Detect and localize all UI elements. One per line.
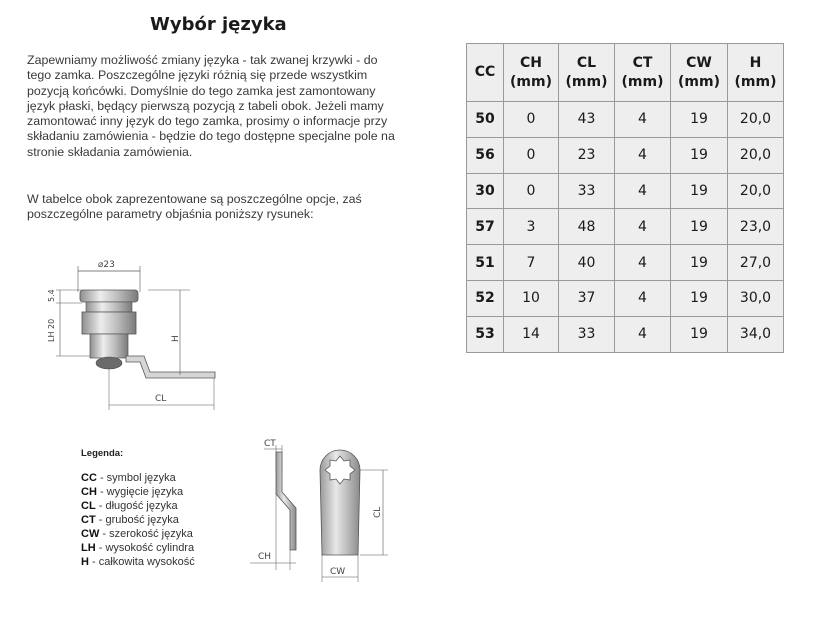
cell-cl: 33	[559, 173, 615, 209]
cam-dimension-drawing	[250, 430, 400, 630]
header-ch: CH (mm)	[504, 44, 559, 102]
legend-item-cl: CL - długość języka	[81, 500, 178, 512]
cell-cl: 40	[559, 245, 615, 281]
cell-cw: 19	[671, 173, 728, 209]
cell-cc: 51	[467, 245, 504, 281]
header-cl: CL (mm)	[559, 44, 615, 102]
cell-ch: 0	[504, 102, 559, 138]
header-h: H (mm)	[728, 44, 784, 102]
cell-h: 20,0	[728, 173, 784, 209]
lh-label: LH 20	[47, 318, 56, 342]
cell-cw: 19	[671, 209, 728, 245]
table-row	[467, 137, 784, 173]
ch-label: CH	[258, 552, 272, 562]
top-label: 5.4	[47, 289, 56, 302]
legend-item-lh: LH - wysokość cylindra	[81, 542, 195, 554]
legend-item-ch: CH - wygięcie języka	[81, 486, 184, 498]
cell-ct: 4	[615, 245, 671, 281]
header-cc: CC	[467, 44, 504, 102]
cell-ch: 0	[504, 137, 559, 173]
cell-cc: 52	[467, 280, 504, 316]
cell-cc: 50	[467, 102, 504, 138]
legend-item-ct: CT - grubość języka	[81, 514, 179, 526]
legend-title: Legenda:	[81, 448, 124, 459]
table-row	[467, 173, 784, 209]
cell-cw: 19	[671, 280, 728, 316]
cell-ct: 4	[615, 102, 671, 138]
table-row	[467, 209, 784, 245]
cell-ct: 4	[615, 280, 671, 316]
cell-h: 20,0	[728, 137, 784, 173]
cell-cc: 30	[467, 173, 504, 209]
cell-ch: 0	[504, 173, 559, 209]
table-row	[467, 245, 784, 281]
cell-h: 23,0	[728, 209, 784, 245]
header-cw: CW (mm)	[671, 44, 728, 102]
cell-cw: 19	[671, 316, 728, 352]
legend-item-h: H - całkowita wysokość	[81, 556, 195, 568]
cell-cw: 19	[671, 245, 728, 281]
cell-cl: 37	[559, 280, 615, 316]
table-paragraph: W tabelce obok zaprezentowane są poszczególne opcje, zaś poszczególne parametry objaśnia poniższy rysunek:	[27, 192, 362, 222]
cell-cl: 43	[559, 102, 615, 138]
cell-ct: 4	[615, 209, 671, 245]
cell-cl: 48	[559, 209, 615, 245]
legend-list	[81, 471, 195, 569]
diameter-label: ⌀23	[98, 260, 115, 270]
page-title: Wybór języka	[150, 14, 287, 35]
cell-cl: 23	[559, 137, 615, 173]
lock-dimension-drawing	[40, 250, 240, 415]
table-header-row	[467, 44, 784, 102]
cell-ct: 4	[615, 173, 671, 209]
cam-options-table	[466, 43, 784, 353]
cell-cw: 19	[671, 102, 728, 138]
table-row	[467, 102, 784, 138]
ct-label: CT	[264, 439, 276, 449]
cell-ch: 14	[504, 316, 559, 352]
h-label: H	[171, 335, 181, 342]
cl-label: CL	[155, 394, 167, 404]
header-ct: CT (mm)	[615, 44, 671, 102]
intro-paragraph: Zapewniamy możliwość zmiany języka - tak zwanej krzywki - do tego zamka. Poszczególne języki różnią się przede wszystkim pozycją końcówki. Domyślnie do tego zamka jest zamontowany język płaski, będący pierwszą pozycją z tabeli obok. Jeżeli mamy zamontować inny język do tego zamka, prosimy o informacje przy składaniu zamówienia - będzie do tego dostępne specjalne pole na stronie składania zamówienia.	[27, 53, 395, 159]
legend-item-cw: CW - szerokość języka	[81, 528, 193, 540]
cell-ch: 7	[504, 245, 559, 281]
cell-cw: 19	[671, 137, 728, 173]
cell-h: 27,0	[728, 245, 784, 281]
table-row	[467, 316, 784, 352]
table-row	[467, 280, 784, 316]
cw-label: CW	[330, 567, 346, 577]
cell-ct: 4	[615, 137, 671, 173]
cell-h: 34,0	[728, 316, 784, 352]
cell-cc: 56	[467, 137, 504, 173]
legend-item-cc: CC - symbol języka	[81, 472, 176, 484]
cell-cl: 33	[559, 316, 615, 352]
cell-cc: 53	[467, 316, 504, 352]
cell-cc: 57	[467, 209, 504, 245]
cell-h: 30,0	[728, 280, 784, 316]
cell-h: 20,0	[728, 102, 784, 138]
cell-ch: 3	[504, 209, 559, 245]
cam-cl-label: CL	[373, 506, 383, 518]
cell-ch: 10	[504, 280, 559, 316]
cell-ct: 4	[615, 316, 671, 352]
